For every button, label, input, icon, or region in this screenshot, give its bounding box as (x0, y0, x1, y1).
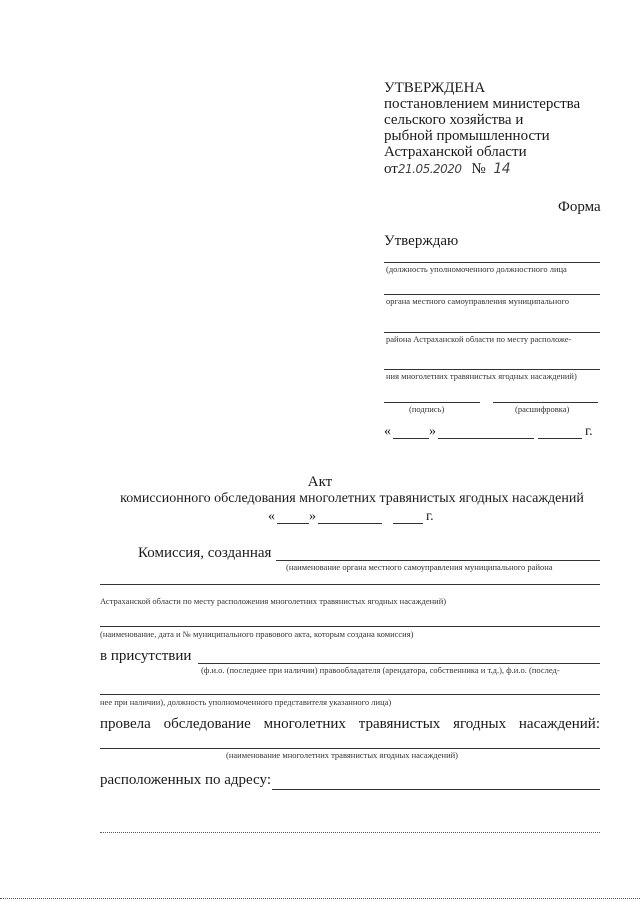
address-label: расположенных по адресу: (100, 772, 271, 788)
approve-hint-1: (должность уполномоченного должностного лица (386, 264, 567, 274)
approve-year-line (538, 438, 582, 439)
act-year-suffix: г. (426, 509, 434, 524)
act-year-line (393, 523, 423, 524)
approval-number-handwritten: 14 (493, 161, 511, 177)
approve-position-line-3 (384, 332, 600, 333)
act-month-line (318, 523, 382, 524)
approve-hint-2: органа местного самоуправления муниципального (386, 296, 569, 306)
commission-line (276, 560, 600, 561)
act-day-line (277, 523, 309, 524)
approve-heading: Утверждаю (384, 233, 459, 249)
approval-date-handwritten: 21.05.2020 (397, 162, 462, 176)
bottom-line (0, 898, 640, 899)
inspection-text: провела обследование многолетних травянистых ягодных насаждений: (100, 716, 600, 732)
decode-hint: (расшифровка) (515, 404, 570, 414)
act-date-close: » (309, 509, 316, 524)
approve-position-line-2 (384, 294, 600, 295)
presence-label: в присутствии (100, 648, 192, 664)
approval-title: УТВЕРЖДЕНА (384, 80, 486, 96)
approve-day-line (393, 438, 429, 439)
presence-line-2 (100, 694, 600, 695)
approval-line-4: Астраханской области (384, 144, 527, 160)
inspection-line (100, 748, 600, 749)
decode-line (493, 402, 598, 403)
approve-date-open: « (384, 424, 391, 439)
act-title: Акт (307, 474, 333, 490)
approve-position-line-1 (384, 262, 600, 263)
approve-position-line-4 (384, 369, 600, 370)
presence-hint-1: (ф.и.о. (последнее при наличии) правообладателя (арендатора, собственника и т.д.), ф.и.о. (послед- (201, 665, 560, 675)
commission-label: Комиссия, созданная (138, 545, 272, 561)
address-line-2 (100, 832, 600, 833)
act-date-open: « (268, 509, 275, 524)
commission-hint: (наименование органа местного самоуправления муниципального района (286, 562, 553, 572)
approve-month-line (438, 438, 534, 439)
approve-date-close: » (429, 424, 436, 439)
approve-year-suffix: г. (585, 424, 593, 439)
signature-hint: (подпись) (409, 404, 445, 414)
presence-hint-2: нее при наличии), должность уполномоченного представителя указанного лица) (100, 697, 392, 707)
commission-line-2-text: Астраханской области по месту расположения многолетних травянистых ягодных насаждений) (100, 596, 447, 606)
approval-number-sign: № (471, 161, 486, 177)
presence-line (198, 663, 600, 664)
approval-line-1: постановлением министерства (384, 96, 581, 112)
approve-hint-4: ния многолетних травянистых ягодных насаждений) (386, 371, 577, 381)
approval-date-prefix: от (384, 161, 398, 177)
signature-line (384, 402, 480, 403)
approval-date-row (384, 161, 510, 178)
approval-line-3: рыбной промышленности (384, 128, 550, 144)
address-line (272, 789, 600, 790)
act-subtitle: комиссионного обследования многолетних травянистых ягодных насаждений (120, 491, 584, 506)
inspection-hint: (наименование многолетних травянистых ягодных насаждений) (226, 750, 459, 760)
form-label: Форма (558, 199, 601, 215)
act-reference-hint: (наименование, дата и № муниципального правового акта, которым создана комиссия) (100, 629, 414, 639)
approval-line-2: сельского хозяйства и (384, 112, 524, 128)
approve-hint-3: района Астраханской области по месту расположе- (386, 334, 572, 344)
act-reference-line (100, 626, 600, 627)
commission-line-2 (100, 584, 600, 585)
